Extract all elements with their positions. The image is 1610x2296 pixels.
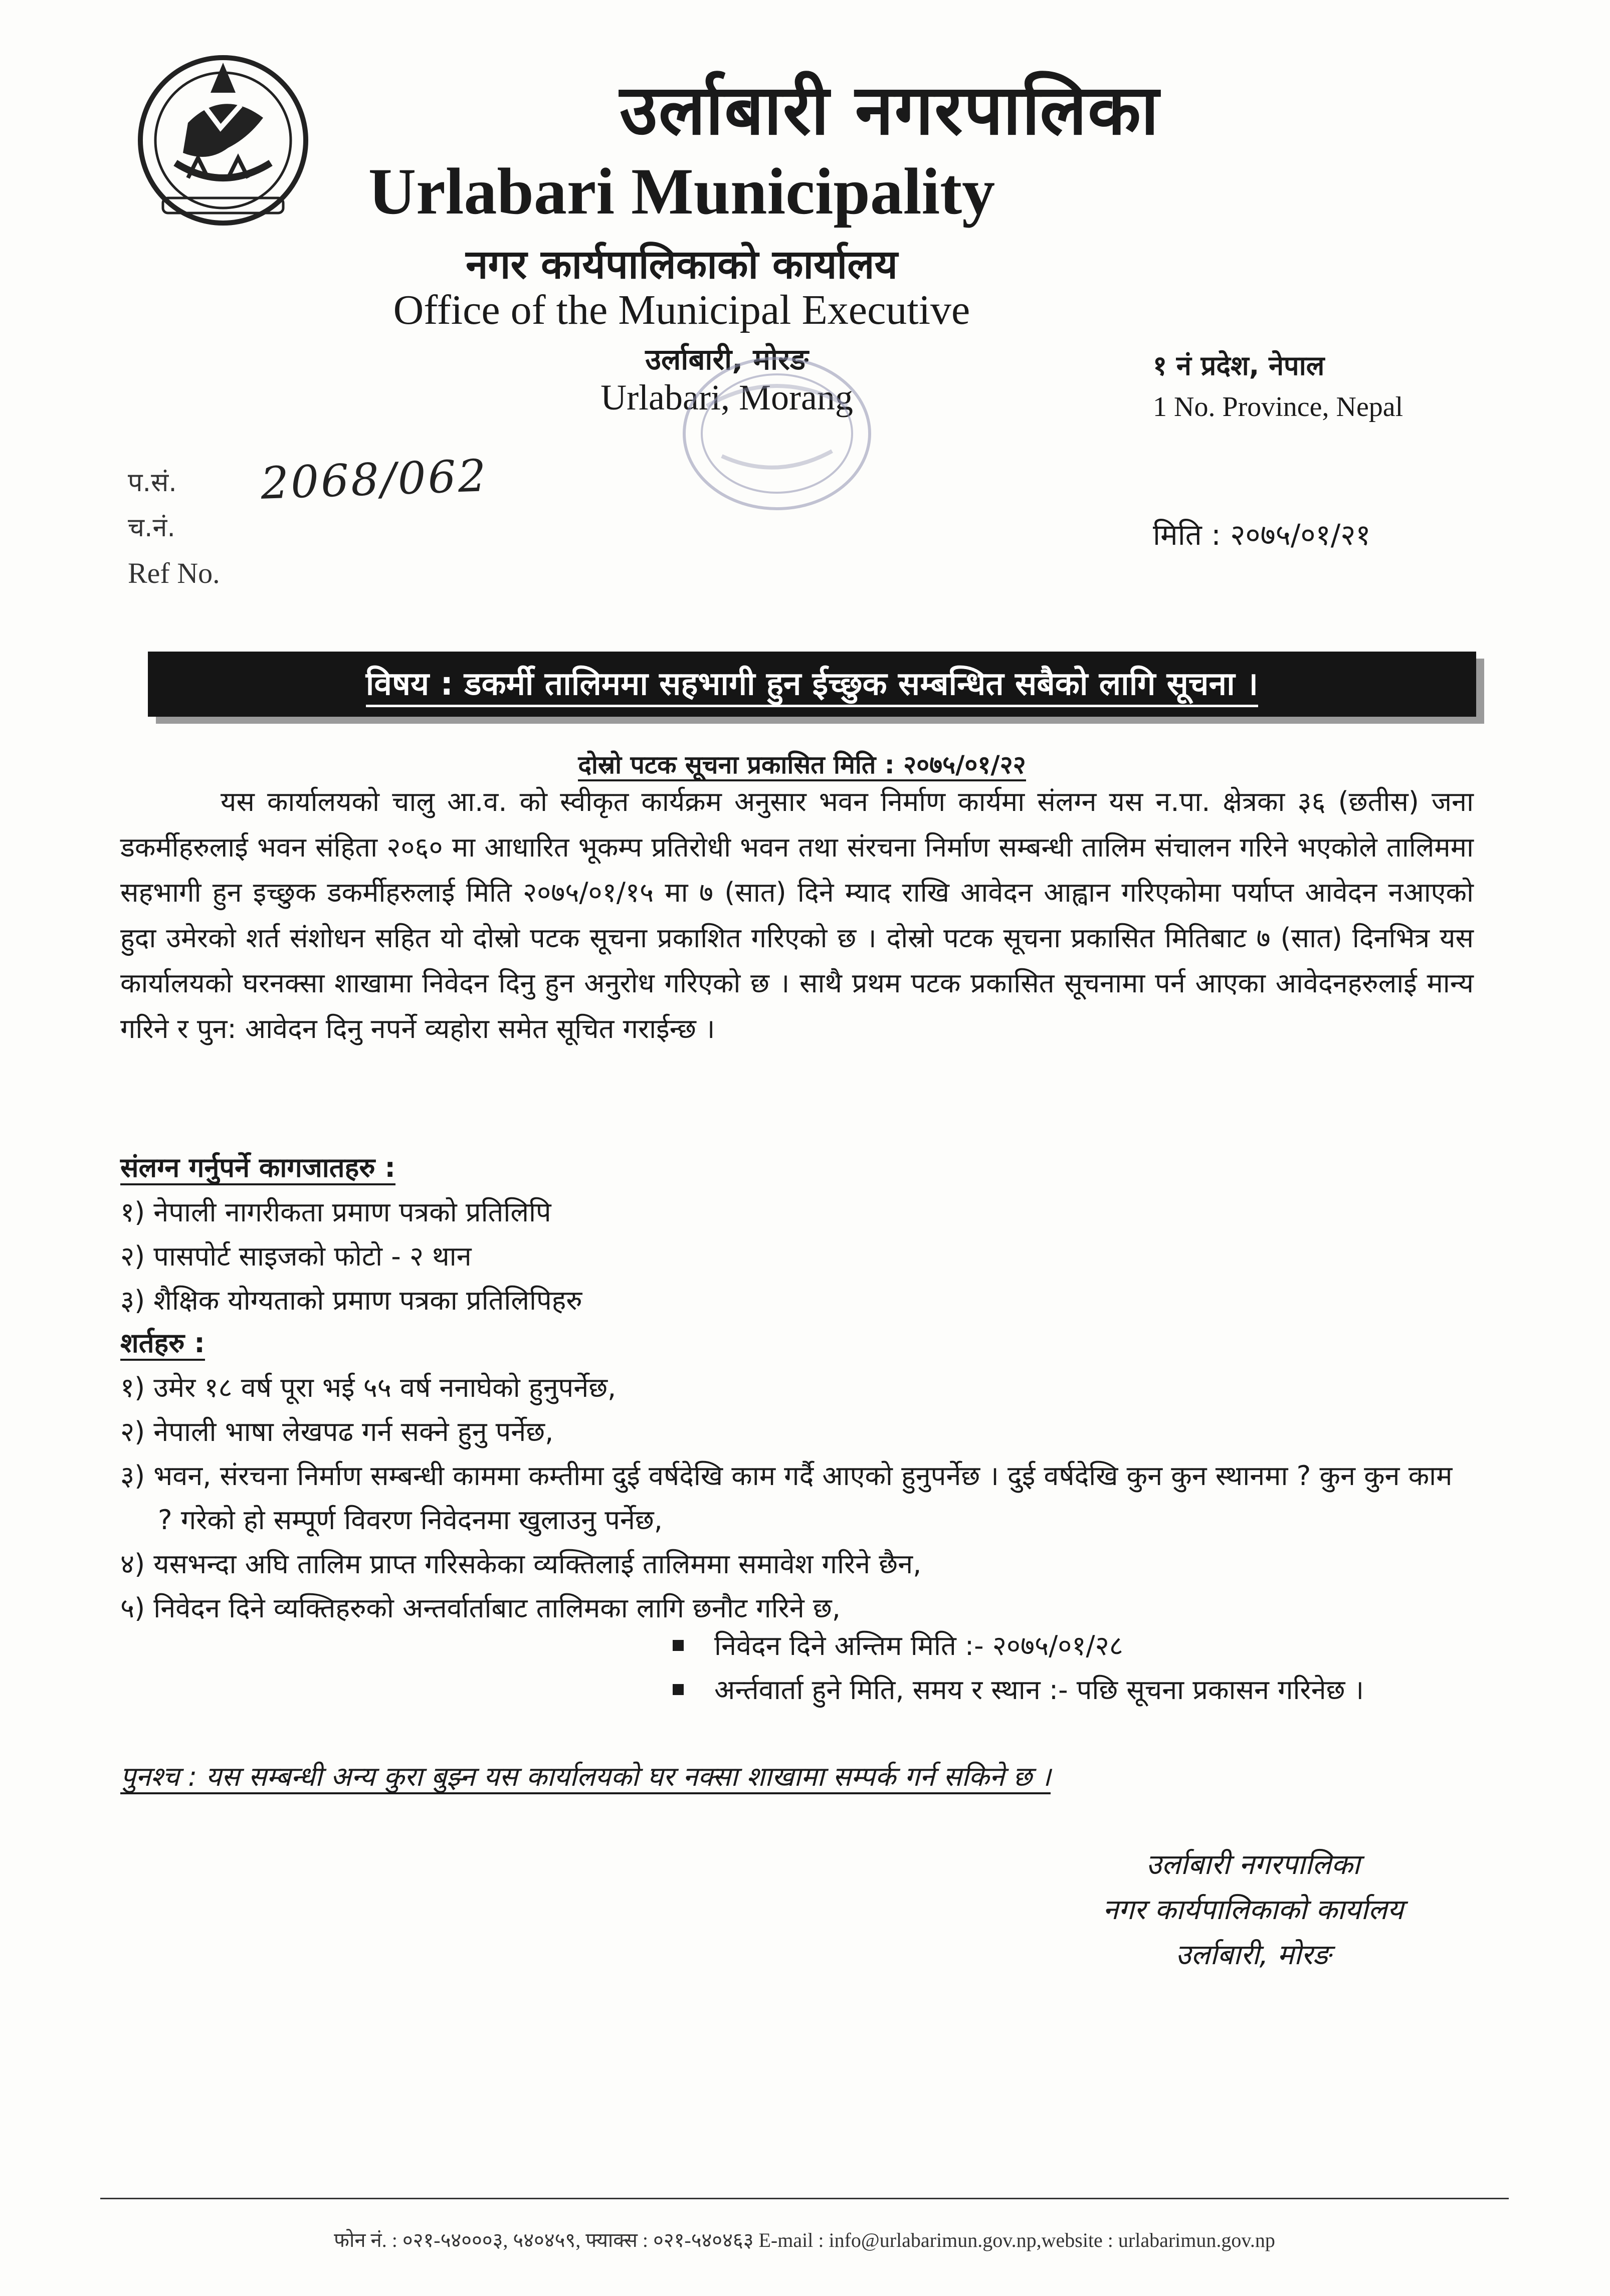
list-item: निवेदन दिने अन्तिम मिति :- २०७५/०१/२८ (667, 1624, 1469, 1668)
list-item: २) नेपाली भाषा लेखपढ गर्न सक्ने हुनु पर्नेछ, (120, 1416, 554, 1447)
footer-contact: फोन नं. : ०२१-५४०००३, ५४०४५९, फ्याक्स : ०२१-५४०४६३ E-mail : info@urlabarimun.gov.np,website : urlabarimun.gov.np (334, 2229, 1275, 2251)
list-item: १) उमेर १८ वर्ष पूरा भई ५५ वर्ष ननाघेको हुनुपर्नेछ, (120, 1372, 617, 1403)
list-item: ५) निवेदन दिने व्यक्तिहरुको अन्तर्वार्ताबाट तालिमका लागि छनौट गरिने छ, (120, 1592, 841, 1624)
list-item: अर्न्तवार्ता हुने मिति, समय र स्थान :- पछि सूचना प्रकासन गरिनेछ । (667, 1668, 1469, 1712)
nepal-emblem-icon (128, 48, 318, 231)
cha-na-label: च.नं. (128, 513, 175, 543)
postscript (120, 1757, 1474, 1794)
signature-line: उर्लाबारी, मोरङ (1175, 1939, 1331, 1971)
conditions-heading (120, 1323, 205, 1360)
second-publication-text: दोस्रो पटक सूचना प्रकासित मिति : २०७५/०१/२२ (578, 750, 1026, 781)
location-en: Urlabari, Morang (600, 377, 853, 418)
notes-list (667, 1624, 1469, 1712)
office-seal-stamp-icon (677, 351, 877, 516)
signature-line: नगर कार्यपालिकाको कार्यालय (1103, 1894, 1403, 1926)
office-name-en: Office of the Municipal Executive (393, 287, 970, 333)
documents-heading (120, 1148, 395, 1185)
second-publication-date (451, 747, 1153, 781)
documents-list (120, 1190, 1474, 1323)
postscript-text: पुनश्च : यस सम्बन्धी अन्य कुरा बुझ्न यस कार्यालयको घर नक्सा शाखामा सम्पर्क गर्न सकिने छ । (120, 1761, 1051, 1794)
location-np: उर्लाबारी, मोरङ (645, 342, 809, 376)
subject-text: विषय : डकर्मी तालिममा सहभागी हुन ईच्छुक सम्बन्धित सबैको लागि सूचना । (366, 666, 1258, 707)
list-item: ४) यसभन्दा अघि तालिम प्राप्त गरिसकेका व्यक्तिलाई तालिममा समावेश गरिने छैन, (120, 1548, 922, 1580)
municipality-name-en: Urlabari Municipality (368, 154, 995, 228)
list-item: १) नेपाली नागरीकता प्रमाण पत्रको प्रतिलिपि (120, 1196, 551, 1228)
province-np: १ नं प्रदेश, नेपाल (1153, 350, 1325, 381)
province-en: 1 No. Province, Nepal (1153, 391, 1403, 423)
municipality-name-np: उर्लाबारी नगरपालिका (620, 70, 1160, 150)
subject-banner (148, 652, 1476, 717)
conditions-heading-text: शर्तहरु : (120, 1327, 205, 1361)
signature-line: उर्लाबारी नगरपालिका (1146, 1848, 1360, 1881)
pa-sa-label: प.सं. (128, 468, 177, 498)
documents-heading-text: संलग्न गर्नुपर्ने कागजातहरु : (120, 1152, 395, 1185)
list-item: ३) शैक्षिक योग्यताको प्रमाण पत्रका प्रतिलिपिहरु (120, 1285, 582, 1316)
conditions-list (120, 1366, 1474, 1630)
reference-number: 2068/062 (260, 450, 489, 509)
office-name-np: नगर कार्यपालिकाको कार्यालय (466, 241, 898, 288)
notice-body: यस कार्यालयको चालु आ.व. को स्वीकृत कार्यक्रम अनुसार भवन निर्माण कार्यमा संलग्न यस न.पा. क्षेत्रका ३६ (छतीस) जना डकर्मीहरुलाई भवन संहिता २०६० मा आधारित भूकम्प प्रतिरोधी भवन तथा संरचना निर्माण सम्बन्धी तालिम संचालन गरिने भएकोले तालिममा सहभागी हुन इच्छुक डकर्मीहरुलाई मिति २०७५/०१/१५ मा ७ (सात) दिने म्याद राखि आवेदन आह्वान गरिएकोमा पर्याप्त आवेदन नआएको हुदा उमेरको शर्त संशोधन सहित यो दोस्रो पटक सूचना प्रकाशित गरिएको छ । दोस्रो पटक सूचना प्रकासित मितिबाट ७ (सात) दिनभित्र यस कार्यालयको घरनक्सा शाखामा निवेदन दिनु हुन अनुरोध गरिएको छ । साथै प्रथम पटक प्रकासित सूचनामा पर्न आएका आवेदनहरुलाई मान्य गरिने र पुन: आवेदन दिनु नपर्ने व्यहोरा समेत सूचित गराईन्छ । (120, 786, 1474, 1045)
ref-no-label: Ref No. (128, 557, 220, 589)
footer-divider (100, 2198, 1509, 2199)
list-item: २) पासपोर्ट साइजको फोटो - २ थान (120, 1240, 472, 1272)
letter-date: मिति : २०७५/०१/२१ (1153, 518, 1371, 552)
list-item: ३) भवन, संरचना निर्माण सम्बन्धी काममा कम्तीमा दुई वर्षदेखि काम गर्दै आएको हुनुपर्नेछ । दुई वर्षदेखि कुन कुन स्थानमा ? कुन कुन काम ? गरेको हो सम्पूर्ण विवरण निवेदनमा खुलाउनु पर्नेछ, (120, 1460, 1453, 1536)
